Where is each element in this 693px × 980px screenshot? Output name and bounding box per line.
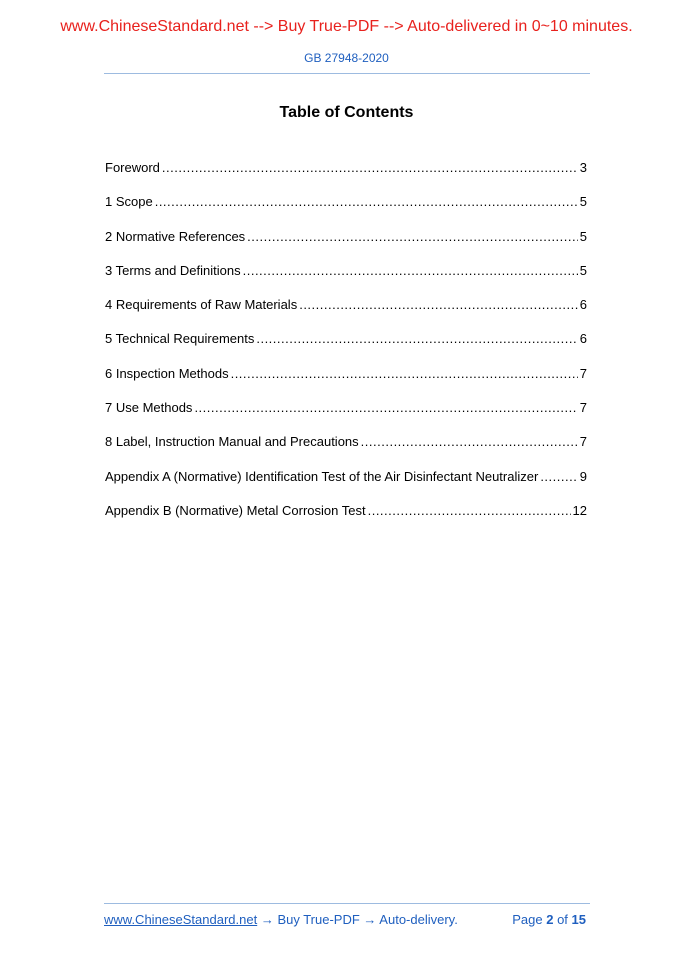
toc-dot-leader <box>231 366 578 381</box>
toc-dot-leader <box>155 194 578 209</box>
page-of-label: of <box>557 912 568 927</box>
toc-entry-page: 7 <box>579 400 587 416</box>
toc-entry-page: 9 <box>579 468 587 484</box>
toc-entry-page: 5 <box>579 228 587 244</box>
toc-dot-leader <box>361 434 578 449</box>
toc-entry-text: 5 Technical Requirements <box>105 331 255 347</box>
toc-entry-text: Foreword <box>105 160 160 175</box>
toc-entry[interactable] <box>105 229 587 263</box>
toc-entry-text: Appendix B (Normative) Metal Corrosion Test <box>105 502 366 518</box>
toc-entry[interactable] <box>105 434 587 468</box>
toc-entry-text: 4 Requirements of Raw Materials <box>105 297 298 313</box>
toc-entry-text: 2 Normative References <box>105 228 246 244</box>
toc-entry-text: 8 Label, Instruction Manual and Precautions <box>105 434 359 450</box>
toc-dot-leader <box>540 469 577 484</box>
promo-banner: www.ChineseStandard.net --> Buy True-PDF --> Auto-delivered in 0~10 minutes. <box>60 18 633 35</box>
footer-promo-text: → Buy True-PDF → Auto-delivery. <box>260 912 458 927</box>
toc-list <box>105 160 587 537</box>
toc-dot-leader <box>243 263 578 278</box>
page-indicator <box>512 912 586 927</box>
toc-entry[interactable] <box>105 400 587 434</box>
toc-entry-text: 7 Use Methods <box>105 400 193 416</box>
toc-entry-page: 7 <box>579 434 587 450</box>
page-footer <box>104 912 586 927</box>
document-code: GB 27948-2020 <box>304 51 389 65</box>
toc-dot-leader <box>194 400 577 415</box>
footer-site-link[interactable]: www.ChineseStandard.net <box>104 912 258 927</box>
toc-dot-leader <box>299 297 578 312</box>
toc-entry-page: 6 <box>579 331 587 347</box>
toc-entry-page: 6 <box>579 297 587 313</box>
toc-dot-leader <box>162 160 578 175</box>
toc-entry-page: 5 <box>579 194 587 210</box>
toc-entry-text: 3 Terms and Definitions <box>105 262 241 278</box>
toc-entry-page: 5 <box>579 262 587 278</box>
toc-entry-text: 6 Inspection Methods <box>105 365 229 381</box>
page-current: 2 <box>546 912 554 927</box>
page-label: Page <box>512 912 543 927</box>
toc-entry[interactable] <box>105 194 587 228</box>
toc-entry[interactable] <box>105 366 587 400</box>
toc-entry-page: 3 <box>579 160 587 175</box>
toc-entry-page: 12 <box>572 502 587 518</box>
footer-promo <box>104 912 458 927</box>
toc-entry[interactable] <box>105 469 587 503</box>
page-total: 15 <box>571 912 586 927</box>
toc-entry-page: 7 <box>579 365 587 381</box>
toc-entry[interactable] <box>105 503 587 537</box>
toc-entry[interactable] <box>105 331 587 365</box>
header-divider <box>104 73 590 74</box>
toc-entry-text: 1 Scope <box>105 194 153 210</box>
toc-dot-leader <box>256 331 577 346</box>
footer-divider <box>104 903 590 904</box>
toc-entry[interactable] <box>105 160 587 194</box>
toc-entry-text: Appendix A (Normative) Identification Test of the Air Disinfectant Neutralizer <box>105 468 539 484</box>
toc-dot-leader <box>247 229 578 244</box>
toc-dot-leader <box>368 503 571 518</box>
toc-title: Table of Contents <box>279 104 414 121</box>
toc-entry[interactable] <box>105 297 587 331</box>
toc-entry[interactable] <box>105 263 587 297</box>
